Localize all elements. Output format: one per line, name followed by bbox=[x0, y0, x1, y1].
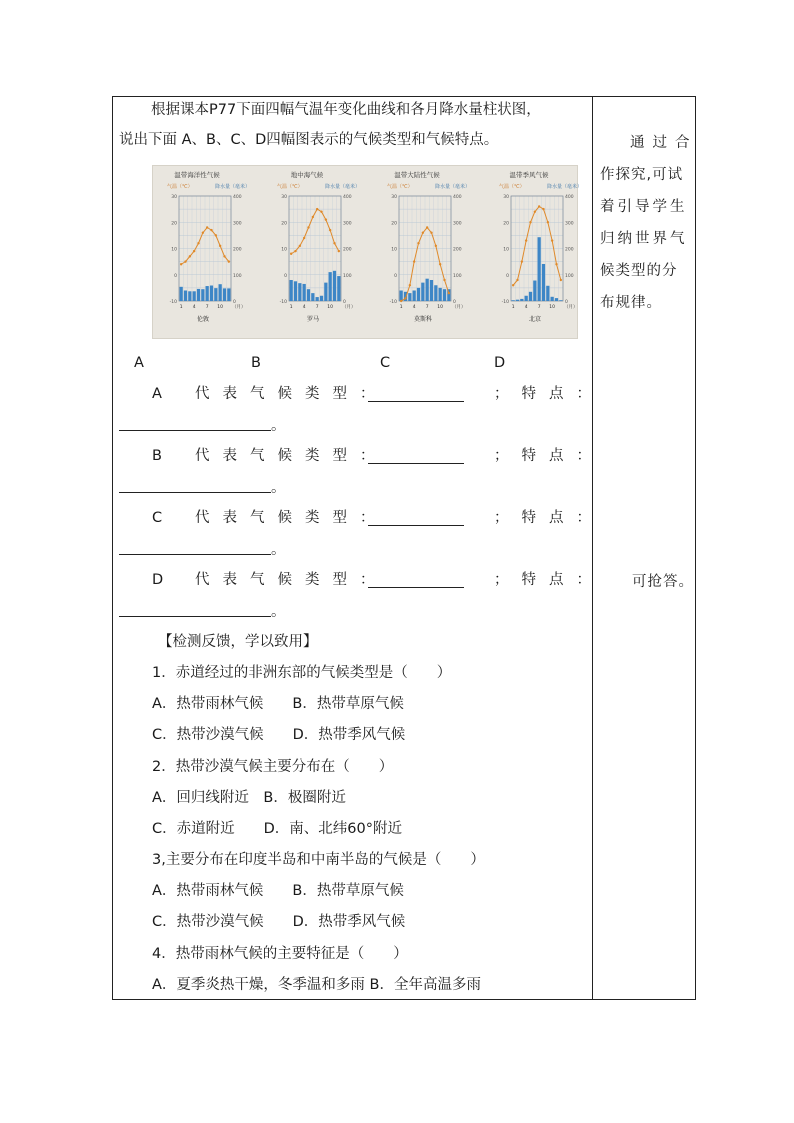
chart-2-temp-point bbox=[430, 232, 432, 234]
chart-0-temp-tick: 30 bbox=[171, 195, 177, 200]
chart-0-temp-point bbox=[189, 255, 191, 257]
feature-label-b: ；特点： bbox=[494, 448, 604, 464]
chart-3-precip-bar bbox=[529, 292, 532, 301]
question-letter-b: B bbox=[152, 448, 162, 464]
chart-1-temp-point bbox=[320, 211, 322, 213]
period-b: 。 bbox=[271, 480, 286, 496]
chart-0-precip-bar bbox=[206, 286, 209, 301]
chart-1-month-tick: 7 bbox=[315, 305, 319, 310]
side-note-line-3: 着引导学生 bbox=[600, 199, 688, 215]
feedback-line-2: A．热带雨林气候 B．热带草原气候 bbox=[152, 696, 404, 712]
climate-type-blank-c[interactable] bbox=[368, 525, 464, 526]
chart-3-temp-tick: 30 bbox=[503, 195, 509, 200]
panel-letter-b: B bbox=[251, 355, 261, 371]
chart-2-month-tick: 7 bbox=[425, 305, 429, 310]
chart-0-month-tick: 10 bbox=[217, 305, 224, 310]
chart-3-precip-bar bbox=[546, 286, 549, 301]
chart-0-temp-point bbox=[210, 229, 212, 231]
feedback-line-1: 1．赤道经过的非洲东部的气候类型是（ ） bbox=[152, 665, 452, 681]
feedback-line-7: 3,主要分布在印度半岛和中南半岛的气候是（ ） bbox=[152, 852, 485, 868]
chart-2-precip-bar bbox=[417, 288, 420, 301]
chart-1-precip-bar bbox=[311, 293, 314, 301]
chart-3-precip-bar bbox=[538, 237, 541, 301]
chart-0-precip-bar bbox=[193, 291, 196, 301]
chart-3-precip-bar bbox=[520, 299, 523, 301]
chart-1-precip-bar bbox=[320, 296, 323, 301]
period-c: 。 bbox=[271, 542, 286, 558]
chart-0-month-tick: 7 bbox=[205, 305, 209, 310]
climate-charts-svg bbox=[153, 166, 583, 340]
period-d: 。 bbox=[271, 604, 286, 620]
chart-0-precip-bar bbox=[197, 289, 200, 301]
chart-1-temp-point bbox=[303, 237, 305, 239]
chart-3-month-unit: （月） bbox=[564, 305, 578, 310]
chart-1-temp-point bbox=[333, 242, 335, 244]
chart-0-month-tick: 1 bbox=[179, 305, 183, 310]
chart-1-precip-tick: 400 bbox=[343, 195, 352, 200]
chart-0-temp-tick: -10 bbox=[169, 300, 177, 305]
chart-0-temp-point bbox=[219, 245, 221, 247]
side-note-line-5: 候类型的分 bbox=[600, 263, 678, 279]
intro-line-2: 说出下面 A、B、C、D四幅图表示的气候类型和气候特点。 bbox=[119, 132, 499, 148]
chart-1-precip-tick: 300 bbox=[343, 221, 352, 227]
chart-2-precip-bar bbox=[426, 279, 429, 301]
chart-3-precip-bar bbox=[542, 264, 545, 301]
chart-2-temp-axis-label: 气温（℃） bbox=[387, 184, 413, 190]
chart-2-title: 温带大陆性气候 bbox=[394, 171, 440, 179]
feature-blank-c[interactable] bbox=[119, 554, 271, 555]
chart-0-precip-bar bbox=[210, 286, 213, 301]
chart-3-precip-bar bbox=[525, 296, 528, 301]
chart-3-precip-tick: 300 bbox=[565, 221, 574, 227]
chart-0-city: 伦敦 bbox=[196, 316, 210, 323]
chart-3-precip-bar bbox=[533, 281, 536, 301]
chart-2-month-tick: 4 bbox=[412, 305, 416, 310]
side-answer-note: 可抢答。 bbox=[632, 574, 694, 590]
chart-2-temp-point bbox=[404, 297, 406, 299]
chart-1-temp-tick: 0 bbox=[284, 273, 287, 279]
chart-1-precip-bar bbox=[290, 280, 293, 301]
chart-2-precip-axis-label: 降水量（毫米） bbox=[435, 184, 471, 190]
period-a: 。 bbox=[271, 418, 286, 434]
chart-3-temp-tick: 10 bbox=[503, 247, 509, 253]
chart-0-temp-point bbox=[215, 234, 217, 236]
chart-3-temp-point bbox=[521, 260, 523, 262]
chart-3-temp-point bbox=[555, 263, 557, 265]
chart-1-precip-bar bbox=[307, 289, 310, 301]
chart-3-temp-point bbox=[512, 284, 514, 286]
panel-letter-d: D bbox=[494, 355, 506, 371]
question-letter-c: C bbox=[152, 510, 163, 526]
chart-3-precip-bar bbox=[555, 298, 558, 301]
feedback-line-6: C．赤道附近 D．南、北纬60°附近 bbox=[152, 821, 402, 837]
chart-3-month-tick: 1 bbox=[511, 305, 515, 310]
chart-1-temp-point bbox=[307, 226, 309, 228]
chart-2-temp-point bbox=[409, 284, 411, 286]
chart-1-temp-point bbox=[329, 229, 331, 231]
chart-2-temp-point bbox=[426, 226, 428, 228]
chart-1-precip-bar bbox=[316, 297, 319, 301]
chart-0-temp-point bbox=[206, 226, 208, 228]
chart-1-temp-axis-label: 气温（℃） bbox=[277, 184, 303, 190]
question-letter-a: A bbox=[152, 386, 162, 402]
chart-3-city: 北京 bbox=[528, 316, 542, 323]
chart-2-precip-bar bbox=[430, 280, 433, 301]
chart-3-precip-axis-label: 降水量（毫米） bbox=[547, 184, 583, 190]
chart-2-month-tick: 10 bbox=[437, 305, 444, 310]
chart-0-precip-tick: 0 bbox=[233, 300, 236, 305]
chart-0-precip-bar bbox=[188, 291, 191, 301]
chart-1-precip-bar bbox=[294, 281, 297, 301]
side-note-line-1: 通过合 bbox=[630, 135, 698, 151]
chart-3-precip-tick: 400 bbox=[565, 195, 574, 200]
chart-3-temp-point bbox=[534, 211, 536, 213]
chart-2-precip-bar bbox=[421, 283, 424, 301]
chart-3-temp-tick: 0 bbox=[506, 273, 509, 279]
chart-0-title: 温带海洋性气候 bbox=[174, 171, 220, 179]
chart-1-precip-bar bbox=[337, 276, 340, 301]
chart-2-temp-tick: 0 bbox=[394, 273, 397, 279]
chart-0-temp-point bbox=[184, 260, 186, 262]
chart-1-temp-tick: -10 bbox=[279, 300, 287, 305]
chart-3-temp-tick: 20 bbox=[503, 221, 509, 227]
chart-2-precip-tick: 0 bbox=[453, 300, 456, 305]
chart-2-precip-bar bbox=[434, 285, 437, 301]
chart-2-precip-bar bbox=[443, 289, 446, 301]
feature-blank-b[interactable] bbox=[119, 492, 271, 493]
question-label-b: 代表气候类型： bbox=[195, 448, 388, 464]
chart-3-month-tick: 4 bbox=[524, 305, 528, 310]
chart-0-temp-tick: 0 bbox=[174, 273, 177, 279]
chart-0-precip-bar bbox=[201, 289, 204, 301]
chart-2-temp-tick: 20 bbox=[391, 221, 397, 227]
feedback-heading: 【检测反馈，学以致用】 bbox=[158, 634, 318, 650]
chart-2-month-unit: （月） bbox=[452, 305, 466, 310]
chart-3-precip-bar bbox=[512, 300, 515, 301]
chart-0-precip-tick: 100 bbox=[233, 273, 242, 279]
chart-2-city: 莫斯科 bbox=[413, 316, 433, 323]
side-note-line-6: 布规律。 bbox=[600, 295, 662, 311]
question-label-d: 代表气候类型： bbox=[195, 572, 388, 588]
chart-3-temp-point bbox=[516, 279, 518, 281]
chart-1-temp-point bbox=[325, 218, 327, 220]
climate-charts-figure bbox=[152, 165, 583, 339]
climate-type-blank-a[interactable] bbox=[368, 401, 464, 402]
chart-1-precip-tick: 200 bbox=[343, 247, 352, 253]
chart-0-precip-bar bbox=[219, 284, 222, 301]
chart-2-temp-point bbox=[422, 232, 424, 234]
chart-0-precip-tick: 200 bbox=[233, 247, 242, 253]
chart-1-precip-bar bbox=[324, 283, 327, 301]
chart-1-temp-tick: 20 bbox=[281, 221, 287, 227]
chart-1-title: 地中海气候 bbox=[290, 171, 324, 179]
chart-0-temp-point bbox=[223, 255, 225, 257]
question-label-a: 代表气候类型： bbox=[195, 386, 388, 402]
chart-0-temp-tick: 10 bbox=[171, 247, 177, 253]
chart-2-precip-bar bbox=[400, 291, 403, 302]
chart-2-precip-tick: 100 bbox=[453, 273, 462, 279]
chart-0-month-unit: （月） bbox=[232, 305, 246, 310]
chart-0-precip-axis-label: 降水量（毫米） bbox=[215, 184, 251, 190]
panel-letter-a: A bbox=[134, 355, 144, 371]
chart-2-temp-point bbox=[443, 279, 445, 281]
chart-3-precip-bar bbox=[559, 300, 562, 301]
chart-0-precip-tick: 400 bbox=[233, 195, 242, 200]
chart-3-month-tick: 7 bbox=[537, 305, 541, 310]
chart-0-precip-bar bbox=[214, 288, 217, 301]
chart-0-precip-bar bbox=[223, 288, 226, 301]
chart-1-precip-axis-label: 降水量（毫米） bbox=[325, 184, 361, 190]
chart-3-temp-axis-label: 气温（℃） bbox=[499, 184, 525, 190]
chart-1-temp-point bbox=[338, 250, 340, 252]
chart-2-temp-point bbox=[439, 263, 441, 265]
chart-0-precip-bar bbox=[184, 291, 187, 302]
chart-3-precip-tick: 200 bbox=[565, 247, 574, 253]
chart-3-title: 温带季风气候 bbox=[509, 171, 549, 179]
chart-1-temp-point bbox=[299, 245, 301, 247]
chart-2-temp-point bbox=[435, 245, 437, 247]
chart-1-precip-bar bbox=[303, 284, 306, 301]
chart-2-temp-point bbox=[413, 260, 415, 262]
chart-0-month-tick: 4 bbox=[192, 305, 196, 310]
chart-3-temp-point bbox=[551, 239, 553, 241]
chart-2-temp-tick: 30 bbox=[391, 195, 397, 200]
chart-2-precip-tick: 400 bbox=[453, 195, 462, 200]
feature-blank-a[interactable] bbox=[119, 430, 271, 431]
chart-1-precip-bar bbox=[329, 272, 332, 301]
chart-3-temp-point bbox=[542, 208, 544, 210]
chart-1-month-unit: （月） bbox=[342, 305, 356, 310]
chart-1-precip-bar bbox=[333, 271, 336, 301]
question-label-c: 代表气候类型： bbox=[195, 510, 388, 526]
chart-3-precip-tick: 0 bbox=[565, 300, 568, 305]
feature-blank-d[interactable] bbox=[119, 616, 271, 617]
intro-line-1: 根据课本P77下面四幅气温年变化曲线和各月降水量柱状图， bbox=[151, 102, 541, 118]
chart-2-precip-bar bbox=[413, 291, 416, 302]
chart-3-precip-bar bbox=[516, 300, 519, 301]
chart-2-precip-bar bbox=[439, 288, 442, 301]
chart-3-temp-point bbox=[547, 221, 549, 223]
chart-3-temp-point bbox=[538, 205, 540, 207]
chart-1-precip-tick: 100 bbox=[343, 273, 352, 279]
chart-2-temp-point bbox=[417, 242, 419, 244]
chart-0-temp-axis-label: 气温（℃） bbox=[167, 184, 193, 190]
feature-label-a: ；特点： bbox=[494, 386, 604, 402]
chart-0-precip-tick: 300 bbox=[233, 221, 242, 227]
chart-0-temp-tick: 20 bbox=[171, 221, 177, 227]
chart-3-temp-point bbox=[525, 239, 527, 241]
chart-3-temp-point bbox=[560, 279, 562, 281]
feedback-line-8: A．热带雨林气候 B．热带草原气候 bbox=[152, 883, 404, 899]
chart-1-temp-point bbox=[290, 253, 292, 255]
chart-1-temp-tick: 10 bbox=[281, 247, 287, 253]
chart-0-temp-point bbox=[202, 232, 204, 234]
chart-2-temp-point bbox=[400, 300, 402, 302]
chart-1-month-tick: 10 bbox=[327, 305, 334, 310]
chart-1-month-tick: 4 bbox=[302, 305, 306, 310]
chart-3-month-tick: 10 bbox=[549, 305, 556, 310]
chart-1-temp-point bbox=[312, 216, 314, 218]
chart-1-temp-point bbox=[316, 208, 318, 210]
chart-2-temp-point bbox=[448, 292, 450, 294]
feedback-line-11: A．夏季炎热干燥，冬季温和多雨 B．全年高温多雨 bbox=[152, 977, 481, 993]
feedback-line-5: A．回归线附近 B．极圈附近 bbox=[152, 790, 346, 806]
chart-2-temp-tick: -10 bbox=[389, 300, 397, 305]
chart-1-temp-point bbox=[294, 250, 296, 252]
panel-letter-c: C bbox=[380, 355, 391, 371]
side-note-line-4: 归纳世界气 bbox=[600, 231, 688, 247]
question-letter-d: D bbox=[152, 572, 164, 588]
chart-1-temp-tick: 30 bbox=[281, 195, 287, 200]
chart-3-temp-tick: -10 bbox=[501, 300, 509, 305]
chart-0-precip-bar bbox=[227, 288, 230, 301]
chart-2-precip-tick: 200 bbox=[453, 247, 462, 253]
chart-3-precip-bar bbox=[551, 297, 554, 301]
side-note-line-2: 作探究,可试 bbox=[600, 167, 684, 183]
climate-type-blank-b[interactable] bbox=[368, 463, 464, 464]
feedback-line-10: 4．热带雨林气候的主要特征是（ ） bbox=[152, 946, 408, 962]
chart-0-temp-point bbox=[180, 263, 182, 265]
column-divider bbox=[592, 96, 593, 1000]
feature-label-d: ；特点： bbox=[494, 572, 604, 588]
chart-1-month-tick: 1 bbox=[289, 305, 293, 310]
chart-2-month-tick: 1 bbox=[399, 305, 403, 310]
feedback-line-4: 2．热带沙漠气候主要分布在（ ） bbox=[152, 759, 394, 775]
climate-type-blank-d[interactable] bbox=[368, 587, 464, 588]
feature-label-c: ；特点： bbox=[494, 510, 604, 526]
chart-0-precip-bar bbox=[180, 287, 183, 301]
chart-3-precip-tick: 100 bbox=[565, 273, 574, 279]
chart-1-precip-tick: 0 bbox=[343, 300, 346, 305]
chart-2-precip-bar bbox=[408, 293, 411, 301]
chart-3-temp-point bbox=[529, 221, 531, 223]
chart-2-precip-tick: 300 bbox=[453, 221, 462, 227]
feedback-line-3: C．热带沙漠气候 D．热带季风气候 bbox=[152, 727, 406, 743]
chart-1-precip-bar bbox=[298, 283, 301, 301]
chart-1-city: 罗马 bbox=[306, 316, 320, 323]
feedback-line-9: C．热带沙漠气候 D．热带季风气候 bbox=[152, 914, 406, 930]
chart-0-temp-point bbox=[197, 242, 199, 244]
chart-2-temp-tick: 10 bbox=[391, 247, 397, 253]
chart-0-temp-point bbox=[193, 250, 195, 252]
chart-0-temp-point bbox=[228, 260, 230, 262]
